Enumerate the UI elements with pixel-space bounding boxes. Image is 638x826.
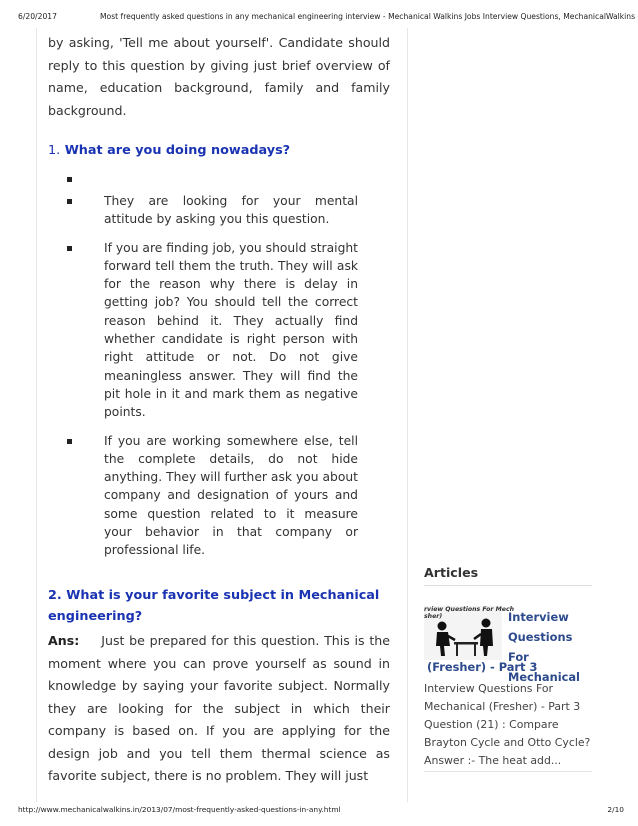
- article-thumbnail[interactable]: [424, 606, 515, 660]
- question-1-bullet-list: [62, 170, 358, 570]
- article-snippet: Interview Questions For Mechanical (Fresher) - Part 3 Question (21) : Compare Brayton Cycle and Otto Cycle? Answer :- The heat add...: [424, 682, 591, 767]
- answer-label: Ans:: [48, 633, 80, 648]
- article-link[interactable]: Interview Questions For Mechanical: [508, 610, 580, 684]
- question-1-text: What are you doing nowadays?: [64, 143, 291, 158]
- article-body: [48, 32, 390, 783]
- bullet-item: If you are working somewhere else, tell the complete details, do not hide anything. They will further ask you about company and designation of yours and some question related to it measure your behavior in that company or professional life.: [62, 432, 358, 560]
- page-number: 2/10: [607, 805, 624, 814]
- content-left-border: [36, 28, 37, 802]
- print-date: 6/20/2017: [18, 12, 57, 21]
- bullet-marker: [67, 177, 72, 182]
- bullet-marker: [67, 439, 72, 444]
- question-2-answer: [48, 630, 390, 788]
- bullet-item: They are looking for your mental attitude by asking you this question.: [62, 192, 358, 229]
- question-1-heading: [48, 140, 290, 163]
- print-url: http://www.mechanicalwalkins.in/2013/07/most-frequently-asked-questions-in-any.html: [18, 805, 341, 814]
- print-footer: [18, 805, 624, 817]
- content-right-border: [407, 28, 408, 802]
- bullet-item-empty: [62, 170, 358, 182]
- intro-paragraph: by asking, 'Tell me about yourself'. Candidate should reply to this question by giving just brief overview of name, education background, family and family background.: [48, 35, 390, 118]
- article-link-continued[interactable]: (Fresher) - Part 3: [427, 660, 538, 674]
- articles-heading: Articles: [424, 565, 479, 580]
- question-1-number: 1.: [48, 143, 61, 158]
- articles-bottom-divider: [424, 771, 592, 772]
- bullet-item: If you are finding job, you should straight forward tell them the truth. They will ask for the reason why there is delay in getting job? You should tell the correct reason behind it. They actually find whether candidate is right person with right attitude or not. Do not give meaningless answer. They will find the pit hole in it and mark them as negative points.: [62, 239, 358, 422]
- answer-text: Just be prepared for this question. This is the moment where you can prove yourself as sound in knowledge by saying your favorite subject. Normally they are looking for the subject in which their company is based on. If you are applying for the design job and you tell them thermal science as favorite subject, there is no problem. They will just: [48, 633, 390, 783]
- bullet-marker: [67, 199, 72, 204]
- print-page-title: Most frequently asked questions in any mechanical engineering interview - Mechanical Walkins Jobs Interview Questions, MechanicalWalkins: [100, 12, 636, 21]
- articles-divider: [424, 585, 592, 586]
- question-2-heading: 2. What is your favorite subject in Mechanical engineering?: [48, 588, 380, 624]
- thumbnail-caption: rview Questions For Mech sher): [424, 606, 515, 620]
- bullet-marker: [67, 246, 72, 251]
- print-header: [18, 12, 636, 26]
